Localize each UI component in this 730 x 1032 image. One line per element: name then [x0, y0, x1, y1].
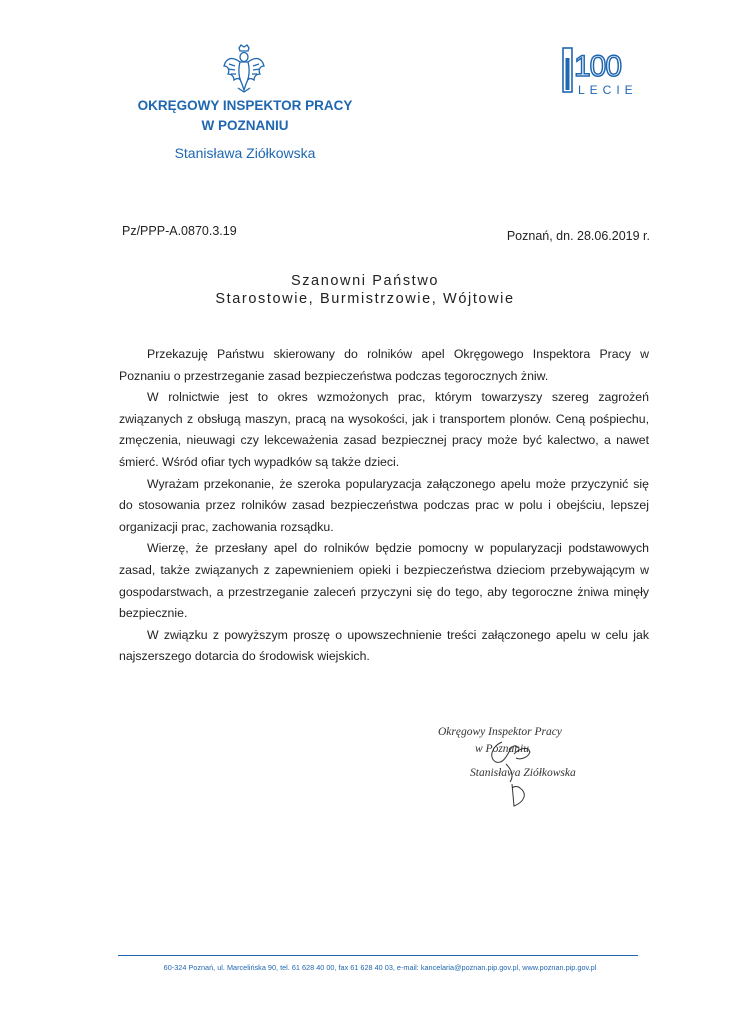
letter-body: [119, 344, 649, 668]
body-paragraph: Przekazuję Państwu skierowany do rolników apel Okręgowego Inspektora Pracy w Poznaniu o przestrzeganie zasad bezpieczeństwa podczas tegorocznych żniw.: [119, 347, 649, 383]
logo-word: LECIE: [578, 83, 638, 97]
footer-divider: [118, 955, 638, 956]
logo-number: 100: [574, 50, 622, 83]
body-paragraph: W rolnictwie jest to okres wzmożonych prac, którym towarzyszy szereg zagrożeń związanych z obsługą maszyn, pracą na wysokości, jak i transportem plonów. Ceną pośpiechu, zmęczenia, nieuwagi czy lekceważenia zasad bezpiecznej pracy może być kalectwo, a nawet śmierć. Wśród ofiar tych wypadków są także dzieci.: [119, 390, 649, 469]
greeting-line-1: Szanowni Państwo: [290, 273, 440, 289]
letter-date: Poznań, dn. 28.06.2019 r.: [506, 229, 650, 243]
signature-title: Okręgowy Inspektor Pracy: [438, 726, 562, 738]
eagle-emblem-icon: [222, 44, 266, 94]
signature-city: w Poznaniu: [475, 743, 529, 755]
footer-contact: 60-324 Poznań, ul. Marcelińska 90, tel. 61 628 40 00, fax 61 628 40 03, e-mail: kancelaria@poznan.pip.gov.pl, www.poznan.pip.gov.pl: [163, 963, 597, 972]
organization-city: W POZNANIU: [201, 118, 289, 133]
organization-name: OKRĘGOWY INSPEKTOR PRACY: [137, 98, 353, 113]
centenary-logo: [560, 44, 660, 100]
greeting-line-2: Starostowie, Burmistrzowie, Wójtowie: [215, 291, 515, 307]
handwritten-signature-icon: [440, 730, 580, 810]
inspector-name: Stanisława Ziółkowska: [174, 145, 316, 161]
reference-number: Pz/PPP-A.0870.3.19: [122, 224, 237, 238]
signature-name: Stanisława Ziółkowska: [470, 767, 576, 779]
body-paragraph: Wierzę, że przesłany apel do rolników będzie pomocny w popularyzacji podstawowych zasad, także związanych z zapewnieniem opieki i bezpieczeństwa dzieciom przebywającym w gospodarstwach, a przestrzeganie zaleceń przyczyni się do tego, aby tegoroczne żniwa minęły bezpiecznie.: [119, 541, 649, 621]
body-paragraph: Wyrażam przekonanie, że szeroka popularyzacja załączonego apelu może przyczynić się do stosowania przez rolników zasad bezpieczeństwa podczas prac w polu i obejściu, lepszej organizacji prac, zachowania rozsądku.: [119, 476, 649, 534]
body-paragraph: W związku z powyższym proszę o upowszechnienie treści załączonego apelu w celu jak najszerszego dotarcia do środowisk wiejskich.: [119, 627, 649, 664]
